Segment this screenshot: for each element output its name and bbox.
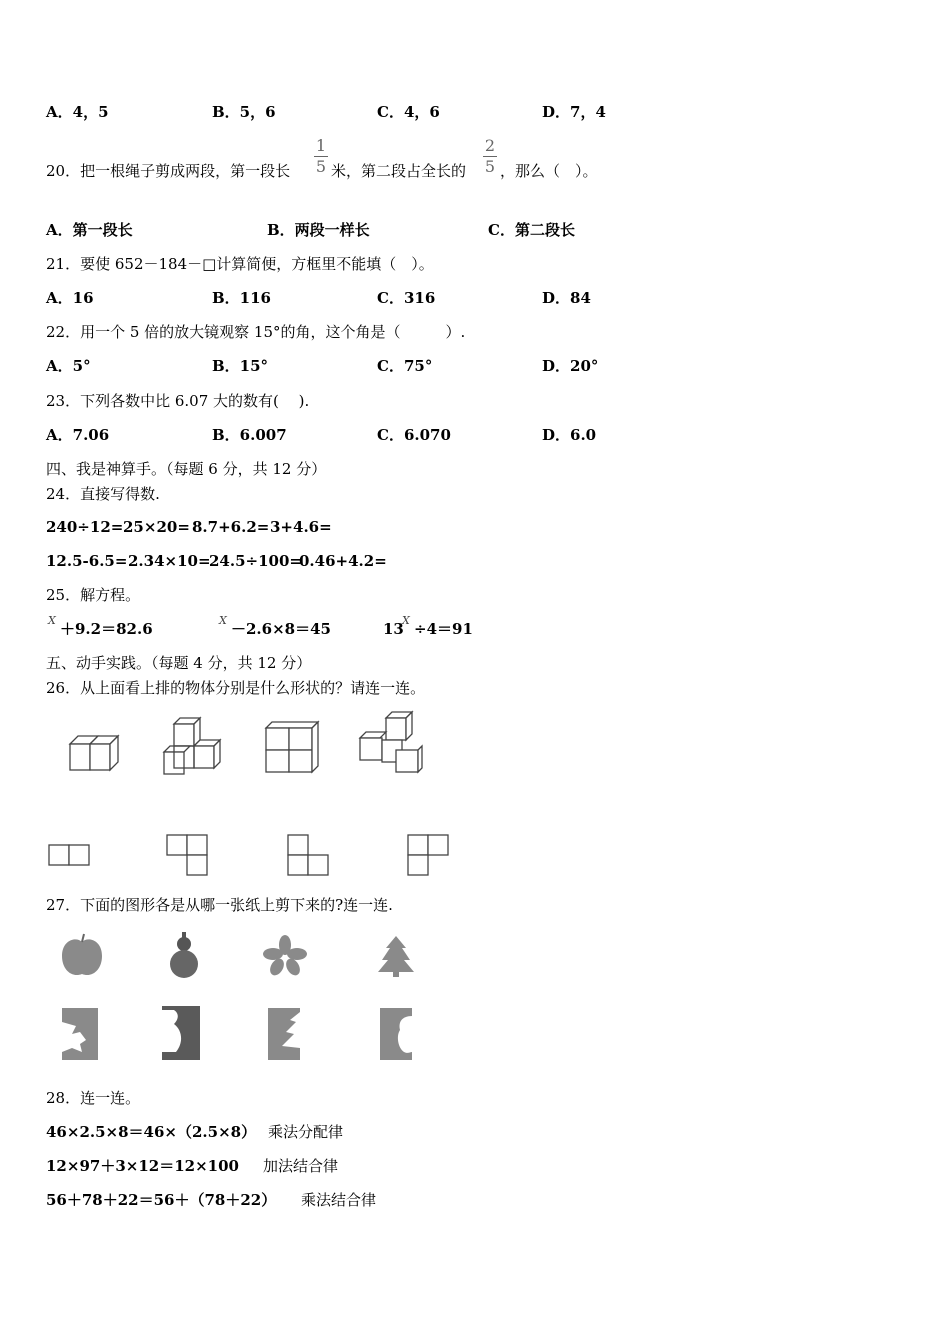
q19-option-b: B．5，6: [212, 103, 276, 121]
q23-question: 23．下列各数中比 6.07 大的数有( ).: [46, 392, 310, 410]
q21-question: 21．要使 652－184－□计算简便，方框里不能填（ ）。: [46, 255, 434, 273]
q20-fraction-1-numerator: 1: [315, 136, 327, 155]
q25-equation-2: －2.6×8＝45: [231, 620, 331, 638]
q28-left-1: 46×2.5×8＝46×（2.5×8）: [46, 1123, 257, 1141]
top-view-4: [407, 834, 451, 878]
q24-calc-4: 3+4.6=: [270, 518, 332, 536]
q24-calc-6: 2.34×10=: [128, 552, 211, 570]
q24-calc-8: 0.46+4.2=: [299, 552, 387, 570]
q23-option-c: C．6.070: [377, 426, 451, 444]
q23-option-b: B．6.007: [212, 426, 287, 444]
q20-question-part1: 20．把一根绳子剪成两段，第一段长: [46, 162, 291, 180]
q28-right-3: 乘法结合律: [301, 1191, 377, 1209]
q21-option-c: C．316: [377, 289, 436, 307]
q21-option-b: B．116: [212, 289, 271, 307]
q25-eq1-variable: X: [48, 614, 56, 627]
gourd-shape: [164, 932, 204, 978]
q25-eq3-variable: X: [402, 614, 410, 627]
q26-title: 26．从上面看上排的物体分别是什么形状的？请连一连。: [46, 679, 426, 697]
q27-title: 27．下面的图形各是从哪一张纸上剪下来的?连一连.: [46, 896, 393, 914]
cube-figure-1: [68, 728, 124, 774]
q21-option-d: D．84: [542, 289, 591, 307]
q22-option-d: D．20°: [542, 357, 599, 375]
cube-figure-3: [264, 720, 324, 776]
q28-left-3: 56＋78＋22＝56＋（78＋22）: [46, 1191, 277, 1209]
q25-eq2-variable: X: [219, 614, 227, 627]
q20-fraction-1-denominator: 5: [315, 157, 327, 176]
q28-right-2: 加法结合律: [263, 1157, 339, 1175]
paper-with-flower-cutout: [62, 1008, 98, 1060]
section-5-heading: 五、动手实践。（每题 4 分，共 12 分）: [46, 654, 312, 672]
q24-calc-3: 8.7+6.2=: [192, 518, 270, 536]
q20-fraction-1: [314, 137, 328, 176]
q23-option-d: D．6.0: [542, 426, 597, 444]
section-4-heading: 四、我是神算手。（每题 6 分，共 12 分）: [46, 460, 327, 478]
q25-title: 25．解方程。: [46, 586, 141, 604]
top-view-2: [166, 834, 210, 878]
q22-option-c: C．75°: [377, 357, 433, 375]
q25-equation-3-prefix: 13: [383, 620, 404, 638]
q20-question-part2: 米，第二段占全长的: [331, 162, 467, 180]
q24-calc-1: 240÷12=: [46, 518, 124, 536]
q24-title: 24．直接写得数.: [46, 485, 160, 503]
flower-shape: [263, 936, 307, 976]
paper-with-gourd-cutout: [162, 1006, 200, 1060]
q22-option-b: B．15°: [212, 357, 269, 375]
q28-title: 28．连一连。: [46, 1089, 141, 1107]
cube-figure-4: [358, 710, 424, 776]
q20-fraction-2-denominator: 5: [484, 157, 496, 176]
q19-option-a: A．4，5: [46, 103, 109, 121]
q21-option-a: A．16: [46, 289, 94, 307]
q25-equation-1: ＋9.2＝82.6: [60, 620, 153, 638]
q22-question: 22．用一个 5 倍的放大镜观察 15°的角，这个角是（ ）.: [46, 323, 466, 341]
q25-equation-3-suffix: ÷4＝91: [414, 620, 473, 638]
q19-option-d: D．7，4: [542, 103, 606, 121]
q28-right-1: 乘法分配律: [268, 1123, 344, 1141]
q19-option-c: C．4，6: [377, 103, 440, 121]
q28-left-2: 12×97＋3×12＝12×100: [46, 1157, 239, 1175]
paper-with-tree-cutout: [268, 1008, 300, 1060]
q24-calc-5: 12.5-6.5=: [46, 552, 128, 570]
q24-calc-7: 24.5÷100=: [209, 552, 302, 570]
top-view-3: [287, 834, 331, 878]
q22-option-a: A．5°: [46, 357, 91, 375]
q20-fraction-2: [483, 137, 497, 176]
q20-question-part3: ，那么（ ）。: [500, 162, 598, 180]
tree-shape: [376, 934, 416, 978]
q20-option-a: A．第一段长: [46, 221, 133, 239]
q24-calc-2: 25×20=: [123, 518, 190, 536]
top-view-1: [48, 844, 92, 868]
q20-fraction-2-numerator: 2: [484, 136, 496, 155]
q20-option-c: C．第二段长: [488, 221, 575, 239]
cube-figure-2: [162, 716, 226, 778]
q23-option-a: A．7.06: [46, 426, 110, 444]
apple-shape: [60, 934, 104, 978]
q20-option-b: B．两段一样长: [267, 221, 370, 239]
paper-with-apple-cutout: [380, 1008, 412, 1060]
